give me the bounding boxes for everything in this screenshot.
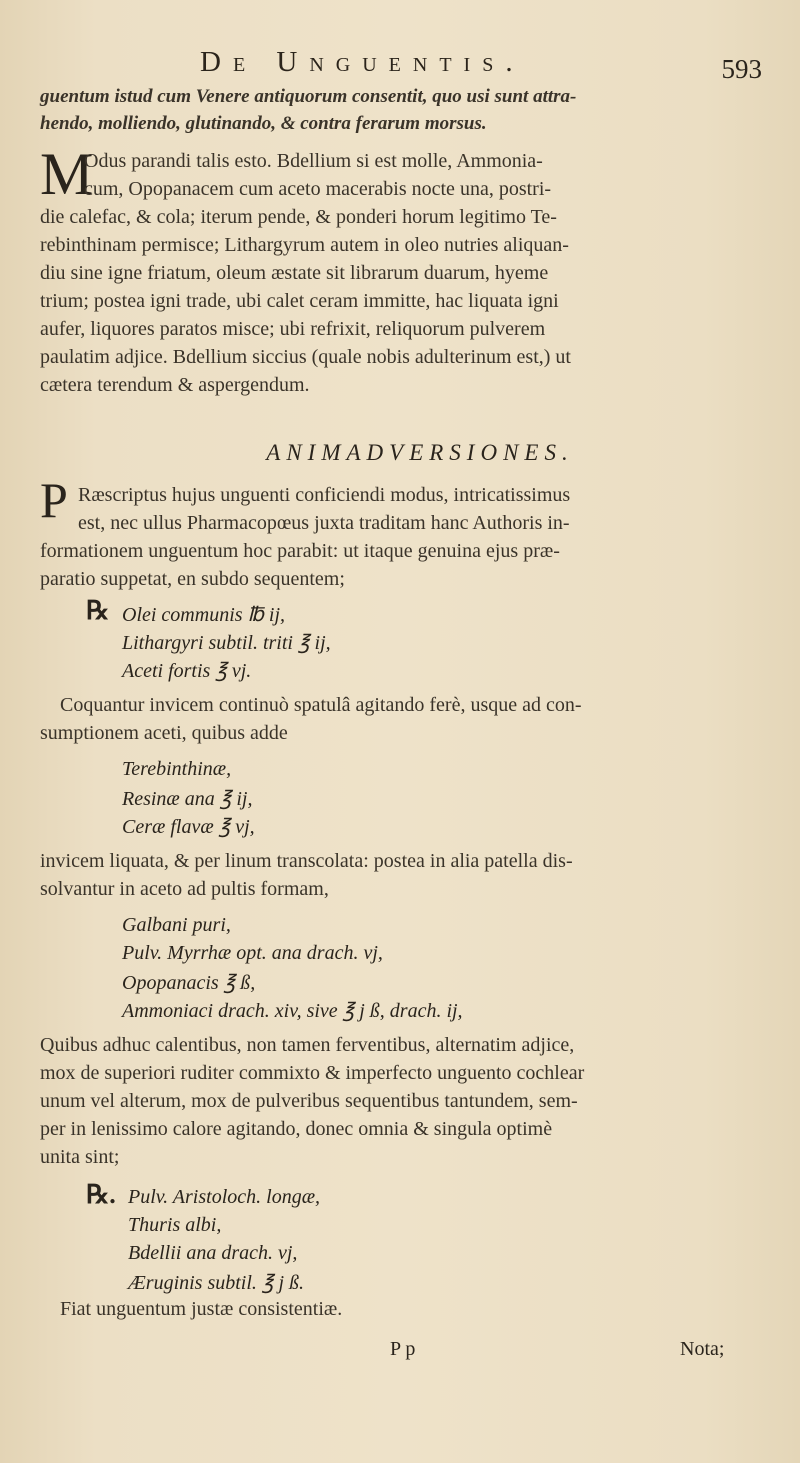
paragraph3-line: Coquantur invicem continuò spatulâ agitando ferè, usque ad con- [60, 694, 582, 716]
recipe-line: Ceræ flavæ ℥ vj, [122, 816, 255, 838]
recipe-line: Thuris albi, [128, 1214, 222, 1236]
paragraph1-line: paulatim adjice. Bdellium siccius (quale nobis adulterinum est,) ut [40, 346, 571, 368]
paragraph5-line: mox de superiori ruditer commixto & imperfecto unguento cochlear [40, 1062, 585, 1084]
recipe-line: Pulv. Myrrhæ opt. ana drach. vj, [122, 942, 383, 964]
paragraph2-line: paratio suppetat, en subdo sequentem; [40, 568, 345, 590]
running-head-title: De Unguentis. [200, 46, 525, 78]
paragraph5-line: Quibus adhuc calentibus, non tamen ferventibus, alternatim adjice, [40, 1034, 575, 1056]
paragraph1-line: rebinthinam permisce; Lithargyrum autem in oleo nutries aliquan- [40, 234, 569, 256]
paragraph1-line: die calefac, & cola; iterum pende, & ponderi horum legitimo Te- [40, 206, 557, 228]
dropcap-m: M [40, 141, 94, 207]
recipe-line: Pulv. Aristoloch. longæ, [128, 1186, 321, 1208]
paragraph3-line: sumptionem aceti, quibus adde [40, 722, 288, 744]
dropcap-p: P [40, 472, 68, 528]
recipe-symbol: ℞ [86, 596, 110, 625]
paragraph2-line: formationem unguentum hoc parabit: ut itaque genuina ejus præ- [40, 540, 560, 562]
signature-mark: P p [390, 1338, 416, 1360]
recipe-line: Terebinthinæ, [122, 758, 232, 780]
paragraph5-line: unum vel alterum, mox de pulveribus sequentibus tantundem, sem- [40, 1090, 578, 1112]
paragraph2-line: est, nec ullus Pharmacopœus juxta traditam hanc Authoris in- [78, 512, 570, 534]
section-title: ANIMADVERSIONES. [266, 440, 574, 465]
paragraph5-line: unita sint; [40, 1146, 120, 1168]
paragraph1-line: trium; postea igni trade, ubi calet ceram immitte, hac liquata igni [40, 290, 559, 312]
recipe-line: Aceti fortis ℥ vj. [122, 660, 252, 682]
intro-line-2: hendo, molliendo, glutinando, & contra ferarum morsus. [40, 113, 487, 134]
page-number: 593 [721, 54, 762, 84]
recipe-line: Resinæ ana ℥ ij, [122, 788, 253, 810]
paragraph4-line: invicem liquata, & per linum transcolata: postea in alia patella dis- [40, 850, 573, 872]
paragraph1-line: Odus parandi talis esto. Bdellium si est molle, Ammonia- [84, 150, 543, 172]
paragraph2-line: Ræscriptus hujus unguenti conficiendi modus, intricatissimus [78, 484, 571, 506]
paragraph4-line: solvantur in aceto ad pultis formam, [40, 878, 329, 900]
recipe-symbol: ℞. [86, 1180, 116, 1209]
recipe-line: Olei communis ℔ ij, [122, 604, 286, 626]
catchword: Nota; [680, 1338, 725, 1360]
recipe-line: Æruginis subtil. ℥ j ß. [128, 1272, 305, 1294]
recipe-closing: Fiat unguentum justæ consistentiæ. [60, 1298, 343, 1320]
recipe-line: Opopanacis ℥ ß, [122, 972, 256, 994]
recipe-line: Galbani puri, [122, 914, 231, 936]
paragraph1-line: aufer, liquores paratos misce; ubi refrixit, reliquorum pulverem [40, 318, 546, 340]
paragraph1-line: cum, Opopanacem cum aceto macerabis nocte una, postri- [84, 178, 552, 200]
recipe-line: Bdellii ana drach. vj, [128, 1242, 298, 1264]
intro-line-1: guentum istud cum Venere antiquorum consentit, quo usi sunt attra- [40, 86, 577, 107]
recipe-line: Ammoniaci drach. xiv, sive ℥ j ß, drach. ij, [122, 1000, 463, 1022]
recipe-line: Lithargyri subtil. triti ℥ ij, [122, 632, 331, 654]
paragraph5-line: per in lenissimo calore agitando, donec omnia & singula optimè [40, 1118, 553, 1140]
running-head [0, 40, 800, 84]
paragraph1-line: diu sine igne friatum, oleum æstate sit librarum duarum, hyeme [40, 262, 549, 284]
paragraph1-line: cætera terendum & aspergendum. [40, 374, 310, 396]
